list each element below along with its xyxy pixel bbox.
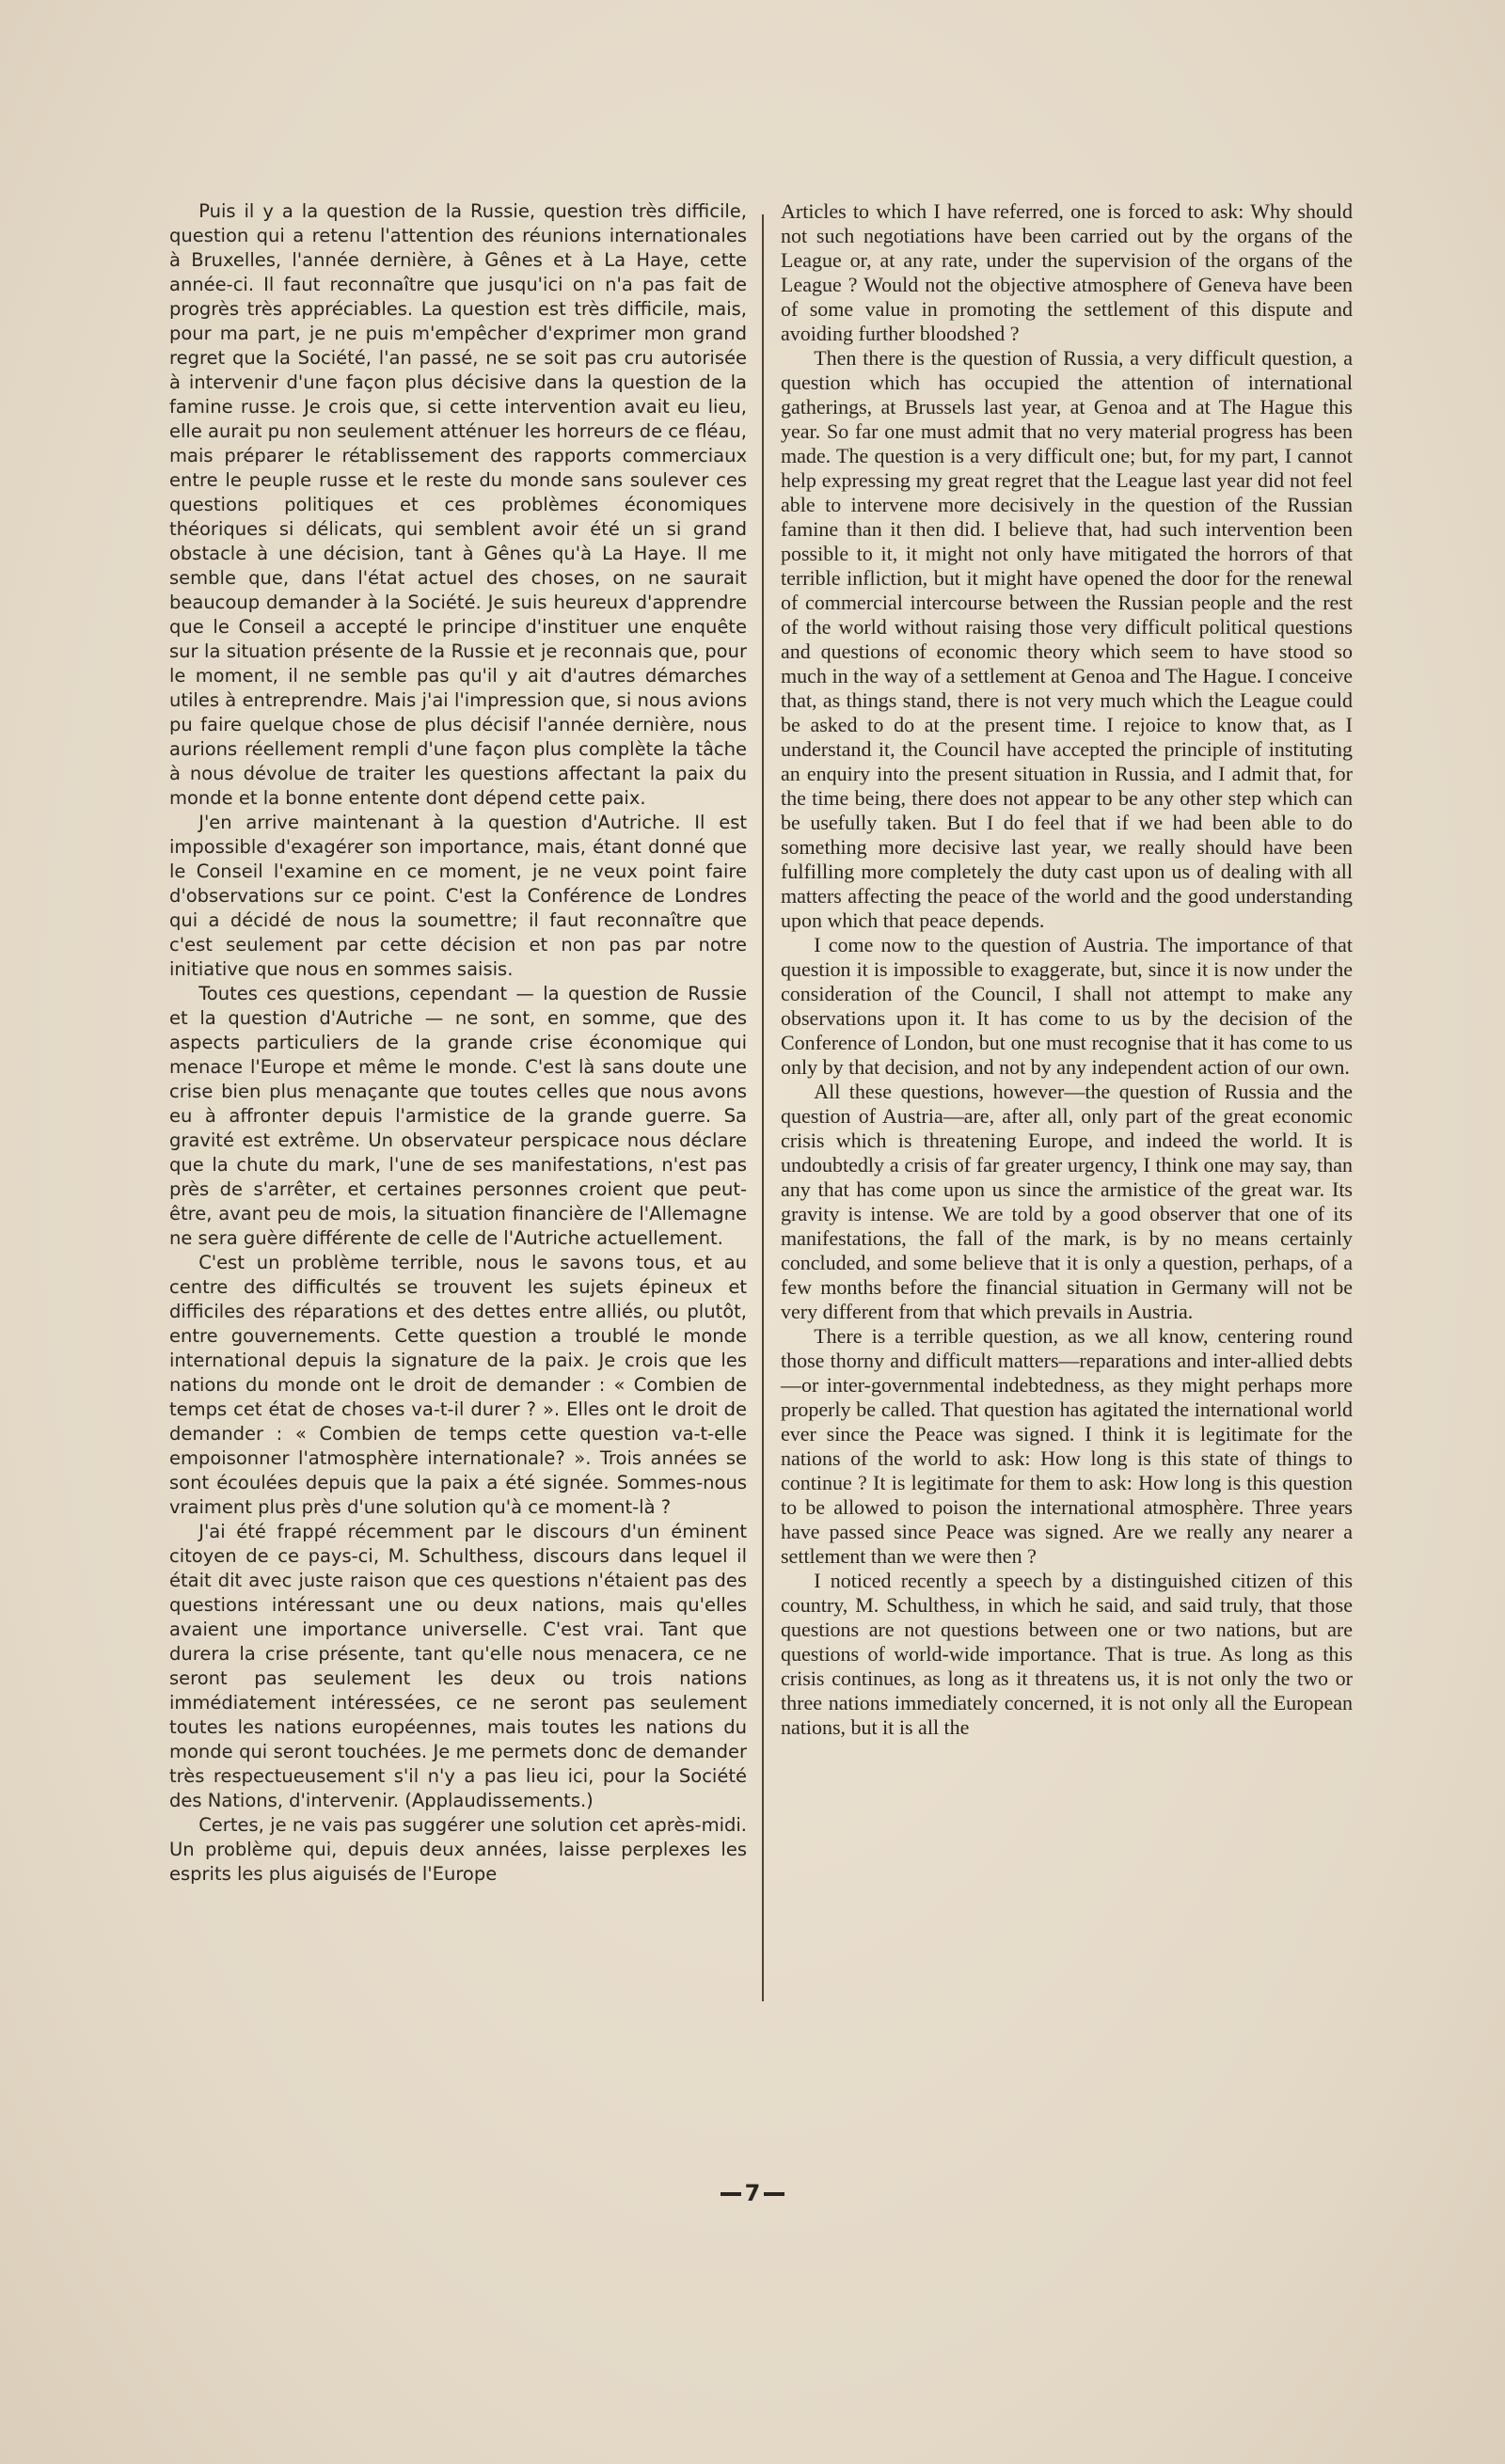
page-number: [687, 2180, 818, 2206]
paragraph: I come now to the question of Austria. The importance of that question it is impossible to exaggerate, but, since it is now under the consideration of the Council, I shall not attempt to make any observations upon it. It has come to us by the decision of the Conference of London, but one must recognise that it has come to us only by that decision, and not by any independent action of our own.: [781, 933, 1353, 1079]
french-column: [169, 199, 747, 1887]
paragraph: Articles to which I have referred, one is forced to ask: Why should not such negotiations have been carried out by the organs of the League or, at any rate, under the supervision of the organs of the League ? Would not the objective atmosphere of Geneva have been of some value in promoting the settlement of this dispute and avoiding further bloodshed ?: [781, 199, 1353, 345]
paragraph: J'en arrive maintenant à la question d'Autriche. Il est impossible d'exagérer son importance, mais, étant donné que le Conseil l'examine en ce moment, je ne veux point faire d'observations sur ce point. C'est la Conférence de Londres qui a décidé de nous la soumettre; il faut reconnaître que c'est seulement par cette décision et non pas par notre initiative que nous en sommes saisis.: [169, 812, 747, 980]
paragraph: I noticed recently a speech by a distinguished citizen of this country, M. Schulthess, in which he said, and said truly, that those questions are not questions between one or two nations, but are questions of world-wide importance. That is true. As long as this crisis continues, as long as it threatens us, it is not only the two or three nations immediately concerned, it is not only all the European nations, but it is all the: [781, 1569, 1353, 1739]
english-column: [781, 199, 1353, 1740]
paragraph: Puis il y a la question de la Russie, question très difficile, question qui a retenu l'attention des réunions internationales à Bruxelles, l'année dernière, à Gênes et à La Haye, cette année-ci. Il faut reconnaître que jusqu'ici on n'a pas fait de progrès très appréciables. La question est très difficile, mais, pour ma part, je ne puis m'empêcher d'exprimer mon grand regret que la Société, l'an passé, ne se soit pas cru autorisée à intervenir d'une façon plus décisive dans la question de la famine russe. Je crois que, si cette intervention avait eu lieu, elle aurait pu non seulement atténuer les horreurs de ce fléau, mais préparer le rétablissement des rapports commerciaux entre le peuple russe et le reste du monde sans soulever ces questions politiques et ces problèmes économiques théoriques si délicats, qui semblent avoir été un si grand obstacle à une décision, tant à Gênes qu'à La Haye. Il me semble que, dans l'état actuel des choses, on ne saurait beaucoup demander à la Société. Je suis heureux d'apprendre que le Conseil a accepté le principe d'instituer une enquête sur la situation présente de la Russie et je reconnais que, pour le moment, il ne semble pas qu'il y ait d'autres démarches utiles à entreprendre. Mais j'ai l'impression que, si nous avions pu faire quelque chose de plus décisif l'année dernière, nous aurions réellement rempli d'une façon plus complète la tâche à nous dévolue de traiter les questions affectant la paix du monde et la bonne entente dont dépend cette paix.: [169, 200, 747, 809]
column-divider: [762, 214, 764, 2001]
dash-ornament: [764, 2192, 784, 2196]
paragraph: J'ai été frappé récemment par le discours d'un éminent citoyen de ce pays-ci, M. Schulthess, discours dans lequel il était dit avec juste raison que ces questions n'étaient pas des questions intéressant une ou deux nations, mais qu'elles avaient une importance universelle. C'est vrai. Tant que durera la crise présente, tant qu'elle nous menacera, ce ne seront pas seulement les deux ou trois nations immédiatement intéressées, ce ne seront pas seulement toutes les nations européennes, mais toutes les nations du monde qui seront touchées. Je me permets donc de demander très respectueusement s'il n'y a pas lieu ici, pour la Société des Nations, d'intervenir. (Applaudissements.): [169, 1521, 747, 1811]
paragraph: Certes, je ne vais pas suggérer une solution cet après-midi. Un problème qui, depuis deux années, laisse perplexes les esprits les plus aiguisés de l'Europe: [169, 1814, 747, 1885]
paragraph: C'est un problème terrible, nous le savons tous, et au centre des difficultés se trouvent les sujets épineux et difficiles des réparations et des dettes entre alliés, ou plutôt, entre gouvernements. Cette question a troublé le monde international depuis la signature de la paix. Je crois que les nations du monde ont le droit de demander : « Combien de temps cet état de choses va-t-il durer ? ». Elles ont le droit de demander : « Combien de temps cette question va-t-elle empoisonner l'atmosphère internationale? ». Trois années se sont écoulées depuis que la paix a été signée. Sommes-nous vraiment plus près d'une solution qu'à ce moment-là ?: [169, 1252, 747, 1518]
paragraph: Toutes ces questions, cependant — la question de Russie et la question d'Autriche — ne sont, en somme, que des aspects particuliers de la grande crise économique qui menace l'Europe et même le monde. C'est là sans doute une crise bien plus menaçante que toutes celles que nous avons eu à affronter depuis l'armistice de la grande guerre. Sa gravité est extrême. Un observateur perspicace nous déclare que la chute du mark, l'une de ses manifestations, n'est pas près de s'arrêter, et certaines personnes croient que peut-être, avant peu de mois, la situation financière de l'Allemagne ne sera guère différente de celle de l'Autriche actuellement.: [169, 983, 747, 1249]
dash-ornament: [721, 2192, 741, 2196]
paragraph: All these questions, however—the question of Russia and the question of Austria—are, after all, only part of the great economic crisis which is threatening Europe, and indeed the world. It is undoubtedly a crisis of far greater urgency, I think one may say, than any that has come upon us since the armistice of the great war. Its gravity is intense. We are told by a good observer that one of its manifestations, the fall of the mark, is by no means certainly concluded, and some believe that it is only a question, perhaps, of a few months before the financial situation in Germany will not be very different from that which prevails in Austria.: [781, 1080, 1353, 1323]
page-number-text: 7: [744, 2180, 761, 2206]
paragraph: There is a terrible question, as we all know, centering round those thorny and difficult matters—reparations and inter-allied debts—or inter-governmental indebtedness, as they might perhaps more properly be called. That question has agitated the international world ever since the Peace was signed. I think it is legitimate for the nations of the world to ask: How long is this state of things to continue ? It is legitimate for them to ask: How long is this question to be allowed to poison the international atmosphère. Three years have passed since Peace was signed. Are we really any nearer a settlement than we were then ?: [781, 1324, 1353, 1568]
paragraph: Then there is the question of Russia, a very difficult question, a question which has occupied the attention of international gatherings, at Brussels last year, at Genoa and at The Hague this year. So far one must admit that no very material progress has been made. The question is a very difficult one; but, for my part, I cannot help expressing my great regret that the League last year did not feel able to intervene more decisively in the question of the Russian famine than it then did. I believe that, had such intervention been possible to it, it might not only have mitigated the horrors of that terrible infliction, but it might have opened the door for the renewal of commercial intercourse between the Russian people and the rest of the world without raising those very difficult political questions and questions of economic theory which seem to have stood so much in the way of a settlement at Genoa and The Hague. I conceive that, as things stand, there is not very much which the League could be asked to do at the present time. I rejoice to know that, as I understand it, the Council have accepted the principle of instituting an enquiry into the present situation in Russia, and I admit that, for the time being, there does not appear to be any other step which can be usefully taken. But I do feel that if we had been able to do something more decisive last year, we really should have been fulfilling more completely the duty cast upon us of dealing with all matters affecting the peace of the world and the good understanding upon which that peace depends.: [781, 346, 1353, 932]
